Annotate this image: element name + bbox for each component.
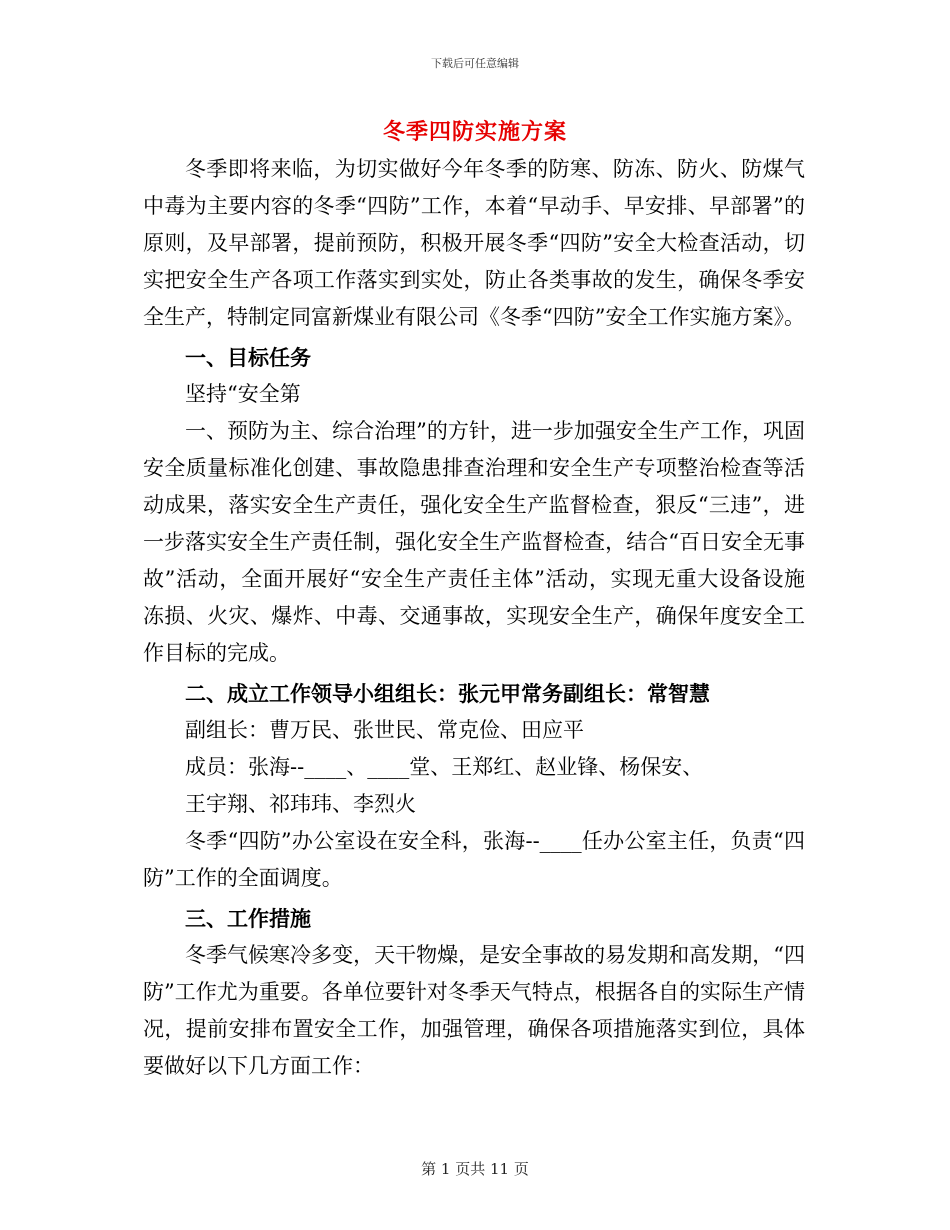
paragraph-measures: 冬季气候寒冷多变，天干物燥，是安全事故的易发期和高发期，“四防”工作尤为重要。各单位要针对冬季天气特点，根据各自的实际生产情况，提前安排布置安全工作，加强管理，确保各项措施落实到位，具体要做好以下几方面工作： [143, 943, 805, 1078]
section-heading-goals: 一、目标任务 [185, 345, 311, 370]
page-header-note: 下载后可任意编辑 [431, 57, 519, 70]
document-body [143, 151, 805, 1085]
paragraph-principle-start: 坚持“安全第 [185, 382, 301, 406]
section-heading-leadership: 二、成立工作领导小组组长：张元甲常务副组长：常智慧 [185, 681, 710, 706]
paragraph-members: 成员：张海--____、____堂、王郑红、赵业锋、杨保安、 [185, 755, 704, 779]
document-title: 冬季四防实施方案 [382, 119, 567, 145]
section-heading-measures: 三、工作措施 [185, 906, 311, 931]
paragraph-principle: 一、预防为主、综合治理”的方针，进一步加强安全生产工作，巩固安全质量标准化创建、事故隐患排查治理和安全生产专项整治检查等活动成果，落实安全生产责任，强化安全生产监督检查，狠反“三违”，进一步落实安全生产责任制，强化安全生产监督检查，结合“百日安全无事故”活动，全面开展好“安全生产责任主体”活动，实现无重大设备设施冻损、火灾、爆炸、中毒、交通事故，实现安全生产，确保年度安全工作目标的完成。 [143, 419, 805, 665]
paragraph-members-continued: 王宇翔、祁玮玮、李烈火 [185, 792, 416, 816]
paragraph-office: 冬季“四防”办公室设在安全科，张海--____任办公室主任，负责“四防”工作的全面调度。 [143, 829, 805, 890]
paragraph-deputy-leaders: 副组长：曹万民、张世民、常克俭、田应平 [185, 718, 584, 742]
page-number: 第 1 页共 11 页 [421, 1160, 529, 1178]
intro-paragraph: 冬季即将来临，为切实做好今年冬季的防寒、防冻、防火、防煤气中毒为主要内容的冬季“四防”工作，本着“早动手、早安排、早部署”的原则，及早部署，提前预防，积极开展冬季“四防”安全大检查活动，切实把安全生产各项工作落实到实处，防止各类事故的发生，确保冬季安全生产，特制定同富新煤业有限公司《冬季“四防”安全工作实施方案》。 [143, 157, 805, 329]
